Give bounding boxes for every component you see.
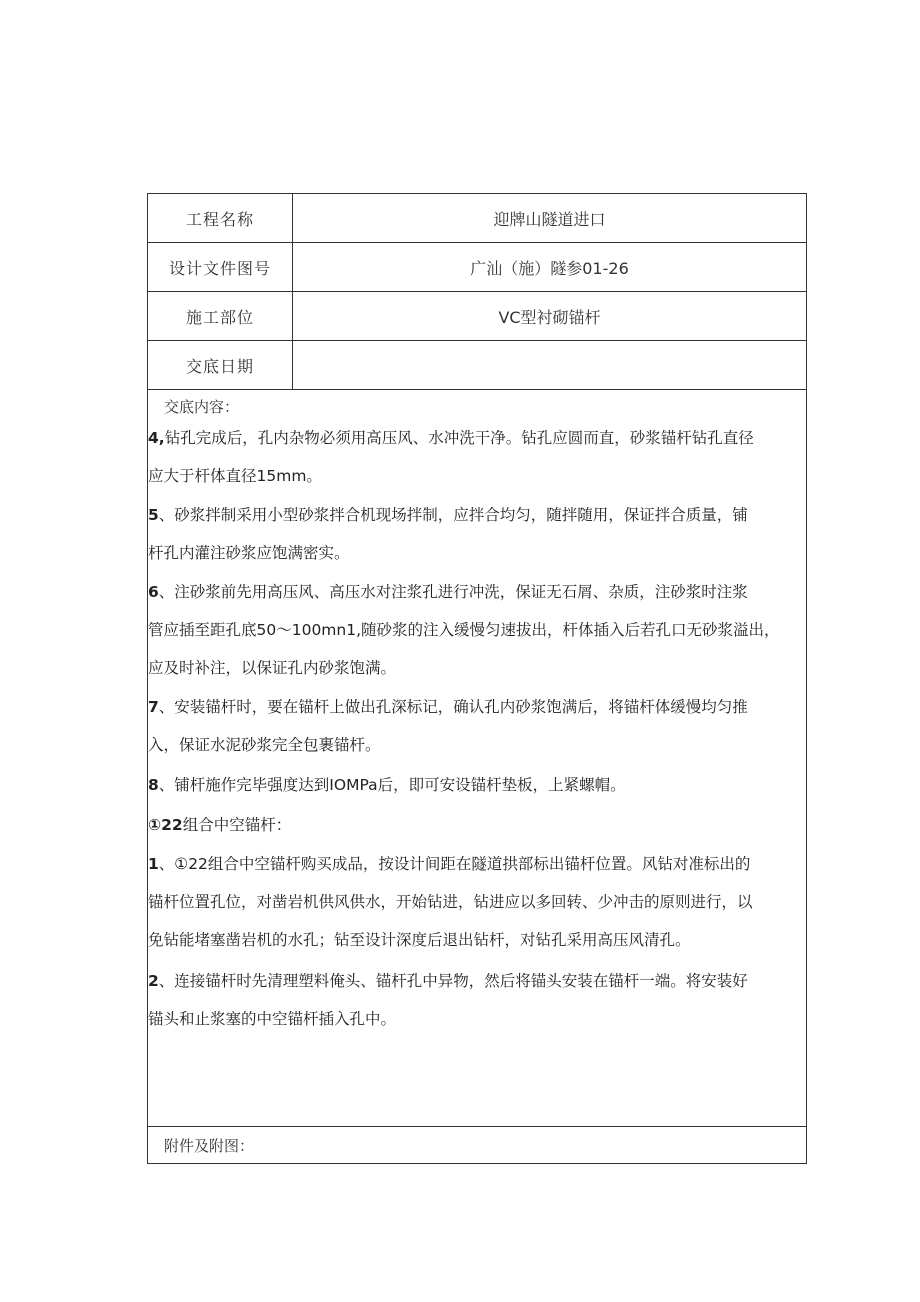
paragraph-line: 杆孔内灌注砂浆应饱满密实。	[148, 544, 350, 562]
label-disclosure-date: 交底日期	[148, 341, 293, 389]
label-construction-part: 施工部位	[148, 292, 293, 340]
paragraph-number: 5	[148, 506, 159, 524]
value-drawing-number: 广汕（施）隧参01-26	[470, 258, 629, 278]
value-project-name: 迎牌山隧道进口	[493, 209, 606, 229]
paragraph-line: 免钻能堵塞凿岩机的水孔；钻至设计深度后退出钻杆，对钻孔采用高压风清孔。	[148, 931, 691, 949]
paragraph-line: 入，保证水泥砂浆完全包裹锚杆。	[148, 736, 381, 754]
paragraph-text: 组合中空锚杆：	[182, 816, 292, 834]
paragraph-text: 钻孔完成后，孔内杂物必须用高压风、水冲洗干净。钻孔应圆而直，砂浆锚杆钻孔直径	[164, 429, 754, 447]
row-drawing-number	[148, 243, 806, 292]
paragraph-6	[148, 573, 804, 687]
paragraph-line	[148, 806, 804, 844]
label-drawing-number: 设计文件图号	[148, 243, 293, 291]
attachment-section	[148, 1127, 806, 1159]
label-project-name: 工程名称	[148, 194, 293, 242]
content-section	[148, 390, 806, 1127]
paragraph-number: 7	[148, 698, 159, 716]
row-project-name	[148, 194, 806, 243]
paragraph-line: 锚杆位置孔位，对凿岩机供风供水，开始钻进，钻进应以多回转、少冲击的原则进行，以	[148, 893, 753, 911]
value-construction-part: VC型衬砌锚杆	[498, 307, 601, 327]
attachment-title: 附件及附图：	[164, 1137, 255, 1155]
paragraph-text: 、砂浆拌制采用小型砂浆拌合机现场拌制，应拌合均匀，随拌随用，保证拌合质量，铺	[158, 506, 748, 524]
paragraph-line	[148, 962, 804, 1000]
paragraph-line: 应大于杆体直径15mm。	[148, 467, 322, 485]
paragraph-number: 4,	[148, 429, 165, 447]
paragraph-4	[148, 419, 804, 495]
value-disclosure-date	[293, 341, 806, 389]
paragraph-text: 、铺杆施作完毕强度达到IOMPa后，即可安设锚杆垫板，上紧螺帽。	[158, 776, 626, 794]
paragraph-line	[148, 766, 804, 804]
content-title: 交底内容：	[164, 398, 240, 416]
paragraph-7	[148, 688, 804, 764]
section-heading-hollow-bolt	[148, 806, 804, 844]
paragraph-line: 管应插至距孔底50〜100mn1,随砂浆的注入缓慢匀速拔出，杆体插入后若孔口无砂浆溢出，	[148, 621, 780, 639]
paragraph-number: ①22	[148, 816, 183, 834]
paragraph-text: 、①22组合中空锚杆购买成品，按设计间距在隧道拱部标出锚杆位置。风钻对准标出的	[158, 855, 751, 873]
paragraph-line	[148, 845, 804, 883]
paragraph-number: 2	[148, 972, 159, 990]
paragraph-text: 、连接锚杆时先清理塑料俺头、锚杆孔中异物，然后将锚头安装在锚杆一端。将安装好	[158, 972, 748, 990]
paragraph-text: 、注砂浆前先用高压风、高压水对注浆孔进行冲洗，保证无石屑、杂质，注砂浆时注浆	[158, 583, 748, 601]
paragraph-line	[148, 688, 804, 726]
paragraph-text: 、安装锚杆时，要在锚杆上做出孔深标记，确认孔内砂浆饱满后，将锚杆体缓慢均匀推	[158, 698, 748, 716]
paragraph-line	[148, 573, 804, 611]
paragraph-8	[148, 766, 804, 804]
row-construction-part	[148, 292, 806, 341]
paragraph-line	[148, 496, 804, 534]
paragraph-number: 6	[148, 583, 159, 601]
paragraph-2	[148, 962, 804, 1038]
paragraph-1	[148, 845, 804, 959]
paragraph-line	[148, 419, 804, 457]
paragraph-line: 应及时补注，以保证孔内砂浆饱满。	[148, 659, 397, 677]
paragraph-5	[148, 496, 804, 572]
disclosure-form	[147, 193, 807, 1164]
paragraph-line: 锚头和止浆塞的中空锚杆插入孔中。	[148, 1010, 397, 1028]
row-disclosure-date	[148, 341, 806, 390]
paragraph-number: 8	[148, 776, 159, 794]
paragraph-number: 1	[148, 855, 159, 873]
